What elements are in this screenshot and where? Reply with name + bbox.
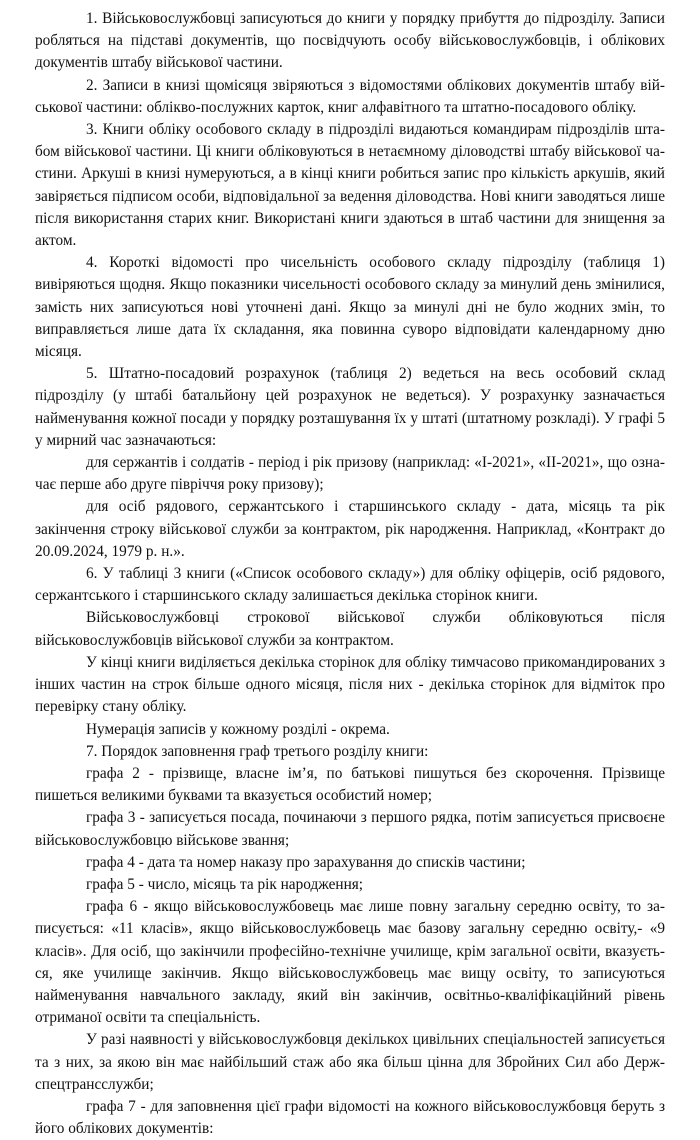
- paragraph-6: 6. У таблиці 3 книги («Список особового складу») для обліку офіцерів, осіб рядового, сержантського і старшинського складу залишається декілька сторінок книги.: [35, 565, 665, 605]
- paragraph-7: 7. Порядок заповнення граф третього розділу книги:: [86, 742, 429, 760]
- column-4-description: графа 4 - дата та номер наказу про зарахування до списків частини;: [86, 853, 526, 871]
- column-3-description: графа 3 - записується посада, починаючи з першого рядка, потім записується присвоєне військовослужбовцю військове звання;: [35, 809, 665, 849]
- paragraph-5-contract: для осіб рядового, сержантського і старшинського складу - дата, місяць та рік закінчення строку військової служби за контрактом, рік народження. Наприклад, «Контракт до 20.09.2024, 1979 р. н.».: [35, 498, 665, 560]
- column-6-specialties: У разі наявності у військовослужбовця декількох цивільних спеціальностей записується та з них, за якою він має найбільший стаж або яка більш цінна для Збройних Сил або Держспецтрансслужби;: [35, 1031, 665, 1093]
- column-6-description: графа 6 - якщо військовослужбовець має лише повну загальну середню освіту, то записується: «11 класів», якщо військовослужбовець має базову загальну середню освіту,- «9 класів». Для осіб, що закінчили професійно-технічне училище, крім загальної освіти, вказується, яке училище закінчив. Якщо військовослужбовець має вищу освіту, то записуються найменування навчального закладу, який він закінчив, освітньо-кваліфікаційний рівень отриманої освіти та спеціальність.: [35, 898, 665, 1027]
- paragraph-4: 4. Короткі відомості про чисельність особового складу підрозділу (таблиця 1) вивіряються щодня. Якщо показники чисельності особового складу за минулий день змінилися, замість них записуються нові уточнені дані. Якщо за минулі дні не було жодних змін, то виправляється лише дата їх складання, яка повинна суворо відповідати календарному дню місяця.: [35, 254, 665, 361]
- paragraph-5-sergeants: для сержантів і солдатів - період і рік призову (наприклад: «І-2021», «ІІ-2021», що означає перше або друге півріччя року призову);: [35, 454, 665, 494]
- paragraph-6-conscripts: Військовослужбовці строкової військової служби обліковуються після військовослужбовців військової служби за контрактом.: [35, 609, 665, 649]
- paragraph-5: 5. Штатно-посадовий розрахунок (таблиця 2) ведеться на весь особовий склад підрозділу (у штабі батальйону цей розрахунок не ведеться). У розрахунку зазначається найменування кожної посади у порядку розташування їх у штаті (штатному розкладі). У графі 5 у мирний час зазначаються:: [35, 365, 665, 449]
- paragraph-2: 2. Записи в книзі щомісяця звіряються з відомостями облікових документів штабу військової частини: облікво-послужних карток, книг алфавітного та штатно-посадового обліку.: [35, 76, 665, 116]
- paragraph-3: 3. Книги обліку особового складу в підрозділі видаються командирам підрозділів штабом військової частини. Ці книги обліковуються в нетаємному діловодстві штабу військової частини. Аркуші в книзі нумеруються, а в кінці книги робиться запис про кількість аркушів, який завіряється підписом особи, відповідальної за ведення діловодства. Нові книги заводяться лише після використання старих книг. Використані книги здаються в штаб частини для знищення за актом.: [35, 121, 665, 250]
- document-page: [35, 8, 665, 1140]
- column-5-description: графа 5 - число, місяць та рік народження;: [86, 875, 364, 893]
- paragraph-6-attached: У кінці книги виділяється декілька сторінок для обліку тимчасово прикомандированих з інших частин на строк більше одного місяця, після них - декілька сторінок для відміток про перевірку стану обліку.: [35, 653, 665, 716]
- column-2-description: графа 2 - прізвище, власне ім’я, по батькові пишуться без скорочення. Прізвище пишеться великими буквами та вказується особистий номер;: [35, 764, 665, 805]
- column-7-description: графа 7 - для заповнення цієї графи відомості на кожного військовослужбовця беруть з його облікових документів:: [35, 1097, 665, 1138]
- paragraph-1: 1. Військовослужбовці записуються до книги у порядку прибуття до підрозділу. Записи робляться на підставі документів, що посвідчують особу військовослужбовців, і облікових документів штабу військової частини.: [35, 10, 665, 72]
- paragraph-6-numbering: Нумерація записів у кожному розділі - окрема.: [86, 720, 390, 738]
